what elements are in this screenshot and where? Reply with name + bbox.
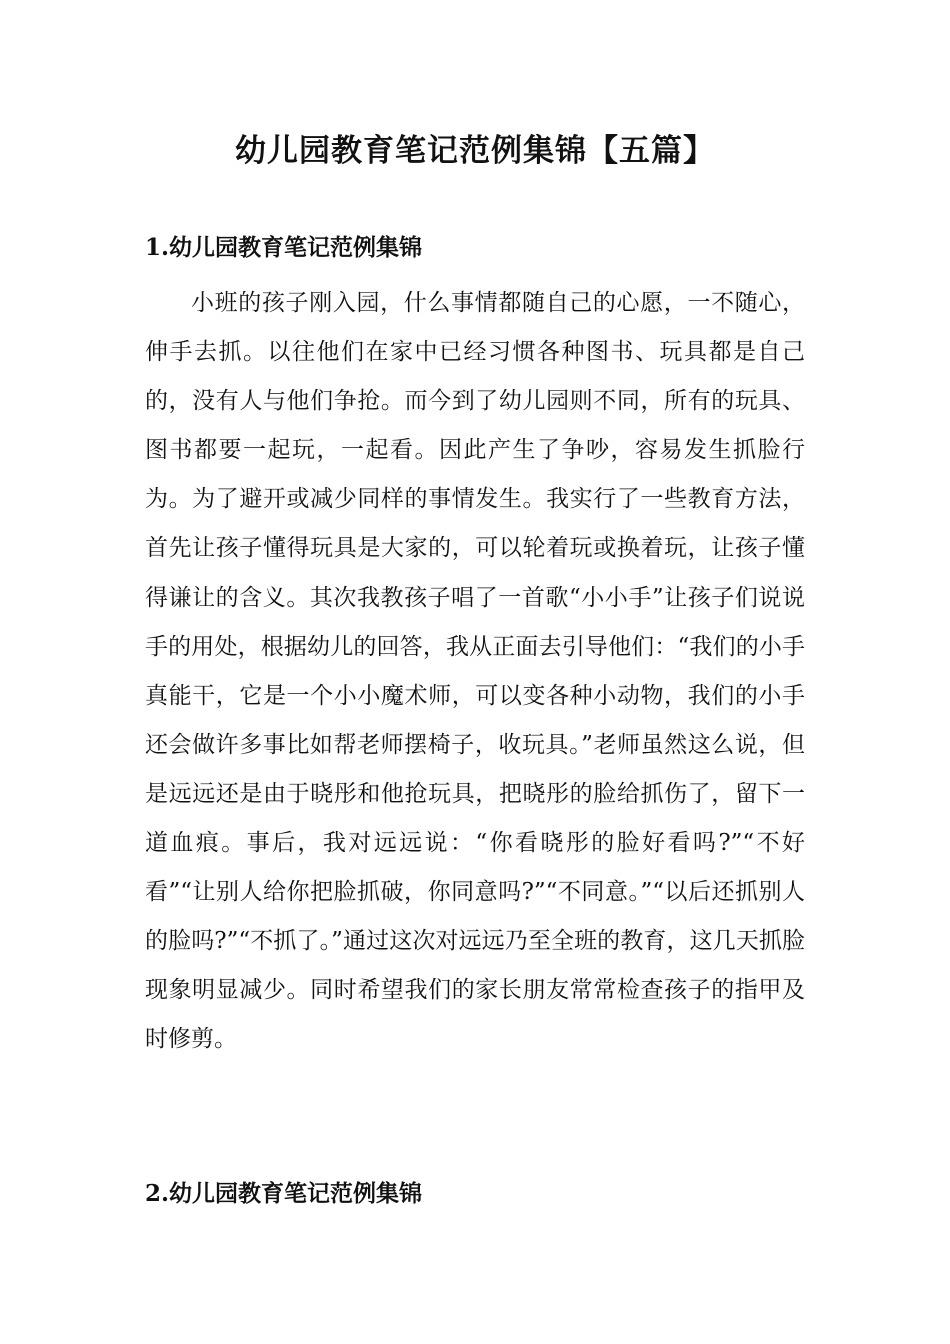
- section-heading-1: 1.幼儿园教育笔记范例集锦: [145, 234, 423, 261]
- document-title: 幼儿园教育笔记范例集锦【五篇】: [235, 133, 715, 169]
- section-1-paragraph: 小班的孩子刚入园，什么事情都随自己的心愿，一不随心，伸手去抓。以往他们在家中已经习惯各种图书、玩具都是自己的，没有人与他们争抢。而今到了幼儿园则不同，所有的玩具、图书都要一起玩，一起看。因此产生了争吵，容易发生抓脸行为。为了避开或减少同样的事情发生。我实行了一些教育方法，首先让孩子懂得玩具是大家的，可以轮着玩或换着玩，让孩子懂得谦让的含义。其次我教孩子唱了一首歌“小小手”让孩子们说说手的用处，根据幼儿的回答，我从正面去引导他们：“我们的小手真能干，它是一个小小魔术师，可以变各种小动物，我们的小手还会做许多事比如帮老师摆椅子，收玩具。”老师虽然这么说，但是远远还是由于晓彤和他抢玩具，把晓彤的脸给抓伤了，留下一道血痕。事后，我对远远说：“你看晓彤的脸好看吗?”“不好看”“让别人给你把脸抓破，你同意吗?”“不同意。”“以后还抓别人的脸吗?”“不抓了。”通过这次对远远乃至全班的教育，这几天抓脸现象明显减少。同时希望我们的家长朋友常常检查孩子的指甲及时修剪。: [145, 290, 805, 1053]
- section-heading-2: 2.幼儿园教育笔记范例集锦: [145, 1180, 423, 1207]
